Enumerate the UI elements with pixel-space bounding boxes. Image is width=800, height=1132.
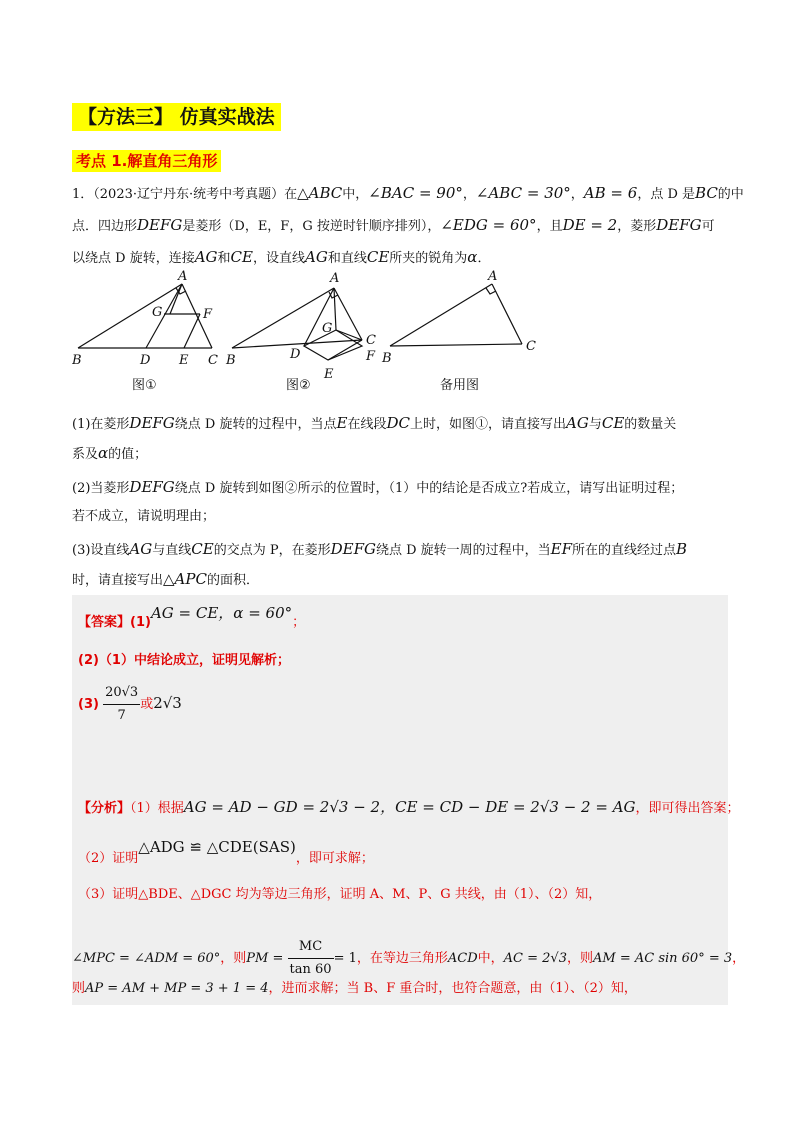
fig3-side-ab xyxy=(390,284,492,346)
answer-2: (2)（1）中结论成立，证明见解析； xyxy=(78,653,290,668)
subquestion-3: (3)设直线AG与直线CE的交点为 P，在菱形DEFG绕点 D 旋转一周的过程中，当EF所在的直线经过点B xyxy=(72,540,688,558)
figure-2-labels xyxy=(225,271,376,382)
analysis-line-5: 则AP = AM + MP = 3 + 1 = 4，进而求解；当 B、F 重合时，也符合题意，由（1）、（2）知， xyxy=(72,981,637,996)
question-line-3: 以绕点 D 旋转，连接AG和CE，设直线AG和直线CE所夹的锐角为α． xyxy=(72,248,491,266)
analysis-tag: 【分析】 xyxy=(78,801,131,816)
fig3-side-bc xyxy=(390,344,522,346)
fig3-label-a: A xyxy=(488,269,498,284)
subquestion-1-cont: 系及α的值； xyxy=(72,444,148,462)
subquestion-2: (2)当菱形DEFG绕点 D 旋转到如图②所示的位置时，（1）中的结论是否成立?若成立，请写出证明过程； xyxy=(72,478,684,496)
answer-3-fraction: $\frac{20√3}{7}$ xyxy=(103,682,140,727)
figure-2-caption: 图② xyxy=(286,378,311,393)
fig2-label-e: E xyxy=(324,367,334,382)
question-line-1: 1．（2023·辽宁丹东·统考中考真题）在△ABC中，∠BAC = 90°，∠ABC = 30°，AB = 6，点 D 是BC的中 xyxy=(72,184,744,202)
analysis-line-1: 【分析】（1）根据AG = AD − GD = 2√3 − 2，CE = CD − DE = 2√3 − 2 = AG，即可得出答案； xyxy=(78,798,740,816)
figure-3 xyxy=(390,284,522,346)
subquestion-3-cont: 时，请直接写出△APC的面积． xyxy=(72,570,259,588)
figure-1 xyxy=(78,284,212,348)
analysis-line-3: （3）证明△BDE、△DGC 均为等边三角形，证明 A、M、P、G 共线，由（1）、（2）知， xyxy=(78,887,602,902)
fig2-label-f: F xyxy=(366,349,376,364)
fig1-label-f: F xyxy=(203,307,213,322)
fig3-label-b: B xyxy=(382,351,392,366)
method-title: 【方法三】 仿真实战法 xyxy=(72,103,281,131)
figure-3-caption: 备用图 xyxy=(440,378,480,393)
fig2-seg-ce xyxy=(328,340,362,360)
answer-1: 【答案】(1)AG = CE，α = 60°； xyxy=(78,604,306,630)
answer-tag: 【答案】 xyxy=(78,615,131,630)
fig1-label-c: C xyxy=(208,353,218,368)
answer-3: (3) $\frac{20√3}{7}$ 或2√3 xyxy=(78,682,182,727)
question-line-2: 点．四边形DEFG是菱形（D，E，F，G 按逆时针顺序排列），∠EDG = 60°，且DE = 2，菱形DEFG可 xyxy=(72,216,715,234)
fig1-label-b: B xyxy=(72,353,82,368)
fig2-label-c: C xyxy=(366,333,376,348)
section-heading: 考点 1.解直角三角形 xyxy=(72,150,221,172)
analysis-line-2: （2）证明△ADG ≌ △CDE(SAS)，即可求解； xyxy=(78,838,374,866)
fig3-side-ac xyxy=(492,284,522,344)
fig1-label-e: E xyxy=(179,353,189,368)
fig2-seg-ag xyxy=(334,288,336,330)
fig2-label-a: A xyxy=(330,271,340,286)
fig2-label-b: B xyxy=(226,353,236,368)
analysis-fraction: $\frac{MC}{\tan 60}$ xyxy=(288,936,334,981)
fig2-label-g: G xyxy=(322,321,333,336)
figure-1-caption: 图① xyxy=(132,378,157,393)
fig1-label-d: D xyxy=(140,353,151,368)
subquestion-1: (1)在菱形DEFG绕点 D 旋转的过程中，当点E在线段DC上时，如图①，请直接写出AG与CE的数量关 xyxy=(72,414,677,432)
fig3-label-c: C xyxy=(526,339,536,354)
fig1-side-ab xyxy=(78,284,182,348)
figure-3-labels xyxy=(381,269,536,366)
fig2-label-d: D xyxy=(290,347,301,362)
fig2-side-ac xyxy=(334,288,362,340)
fig1-label-a: A xyxy=(178,269,188,284)
analysis-line-4: ∠MPC = ∠ADM = 60°，则PM = $\frac{MC}{\tan 60}$ = 1，在等边三角形ACD中，AC = 2√3，则AM = AC sin 60° = 3， xyxy=(72,936,745,981)
fig1-seg-fe xyxy=(184,314,200,348)
figure-1-labels xyxy=(72,269,218,368)
fig1-label-g: G xyxy=(152,305,163,320)
subquestion-2-cont: 若不成立，请说明理由； xyxy=(72,509,216,524)
